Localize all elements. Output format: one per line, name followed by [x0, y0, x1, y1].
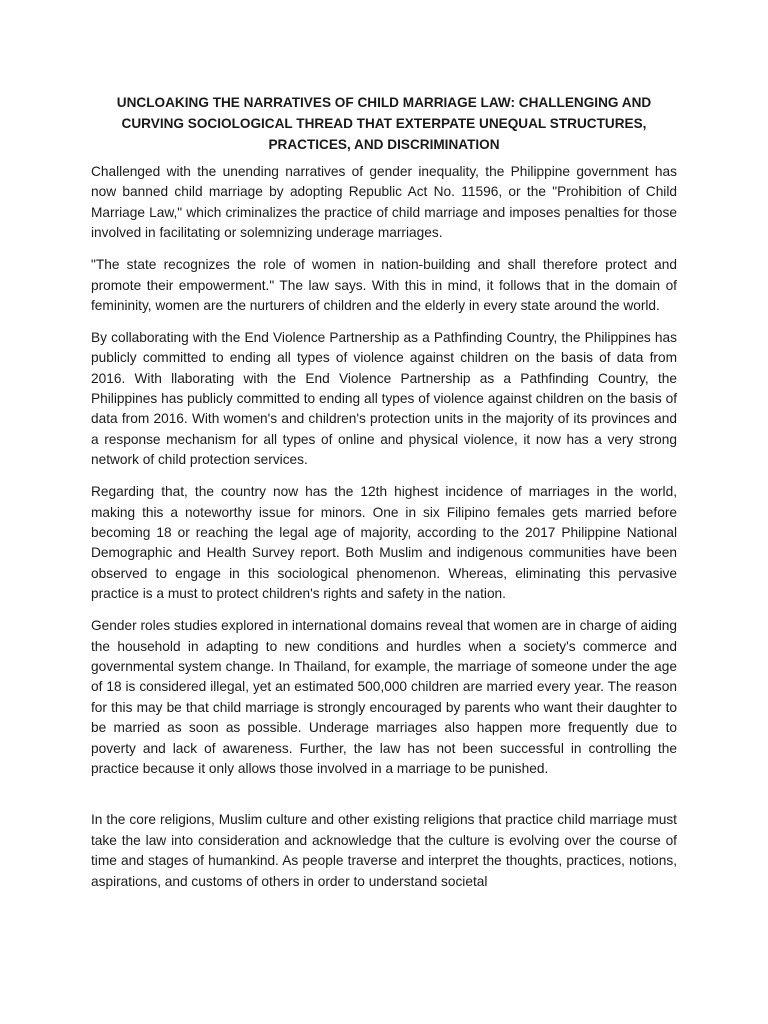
paragraph-core-religions: In the core religions, Muslim culture and other existing religions that practice child marriage must take the law into consideration and acknowledge that the culture is evolving over the course of time and stages of humankind. As people traverse and interpret the thoughts, practices, notions, aspirations, and customs of others in order to understand societal — [91, 812, 677, 889]
paragraph-intro: Challenged with the unending narratives of gender inequality, the Philippine government has now banned child marriage by adopting Republic Act No. 11596, or the "Prohibition of Child Marriage Law," which criminalizes the practice of child marriage and imposes penalties for those involved in facilitating or solemnizing underage marriages. — [91, 164, 677, 241]
paragraph-end-violence-partnership: By collaborating with the End Violence Partnership as a Pathfinding Country, the Philippines has publicly committed to ending all types of violence against children on the basis of data from 2016. With llaborating with the End Violence Partnership as a Pathfinding Country, the Philippines has publicly committed to ending all types of violence against children on the basis of data from 2016. With women's and children's protection units in the majority of its provinces and a response mechanism for all types of online and physical violence, it now has a very strong network of child protection services. — [91, 329, 677, 468]
document-title: UNCLOAKING THE NARRATIVES OF CHILD MARRIAGE LAW: CHALLENGING AND CURVING SOCIOLOGICAL THREAD THAT EXTERPATE UNEQUAL STRUCTURES, PRACTICES, AND DISCRIMINATION — [116, 95, 652, 152]
paragraph-incidence-of-marriages: Regarding that, the country now has the 12th highest incidence of marriages in the world, making this a noteworthy issue for minors. One in six Filipino females gets married before becoming 18 or reaching the legal age of majority, according to the 2017 Philippine National Demographic and Health Survey report. Both Muslim and indigenous communities have been observed to engage in this sociological phenomenon. Whereas, eliminating this pervasive practice is a must to protect children's rights and safety in the nation. — [91, 484, 677, 602]
paragraph-state-recognizes: "The state recognizes the role of women in nation-building and shall therefore protect and promote their empowerment." The law says. With this in mind, it follows that in the domain of femininity, women are the nurturers of children and the elderly in every state around the world. — [91, 257, 677, 313]
document-page — [91, 92, 677, 904]
paragraph-gender-roles-studies: Gender roles studies explored in international domains reveal that women are in charge of aiding the household in adapting to new conditions and hurdles when a society's commerce and governmental system change. In Thailand, for example, the marriage of someone under the age of 18 is considered illegal, yet an estimated 500,000 children are married every year. The reason for this may be that child marriage is strongly encouraged by parents who want their daughter to be married as soon as possible. Underage marriages also happen more frequently due to poverty and lack of awareness. Further, the law has not been successful in controlling the practice because it only allows those involved in a marriage to be punished. — [91, 618, 677, 776]
